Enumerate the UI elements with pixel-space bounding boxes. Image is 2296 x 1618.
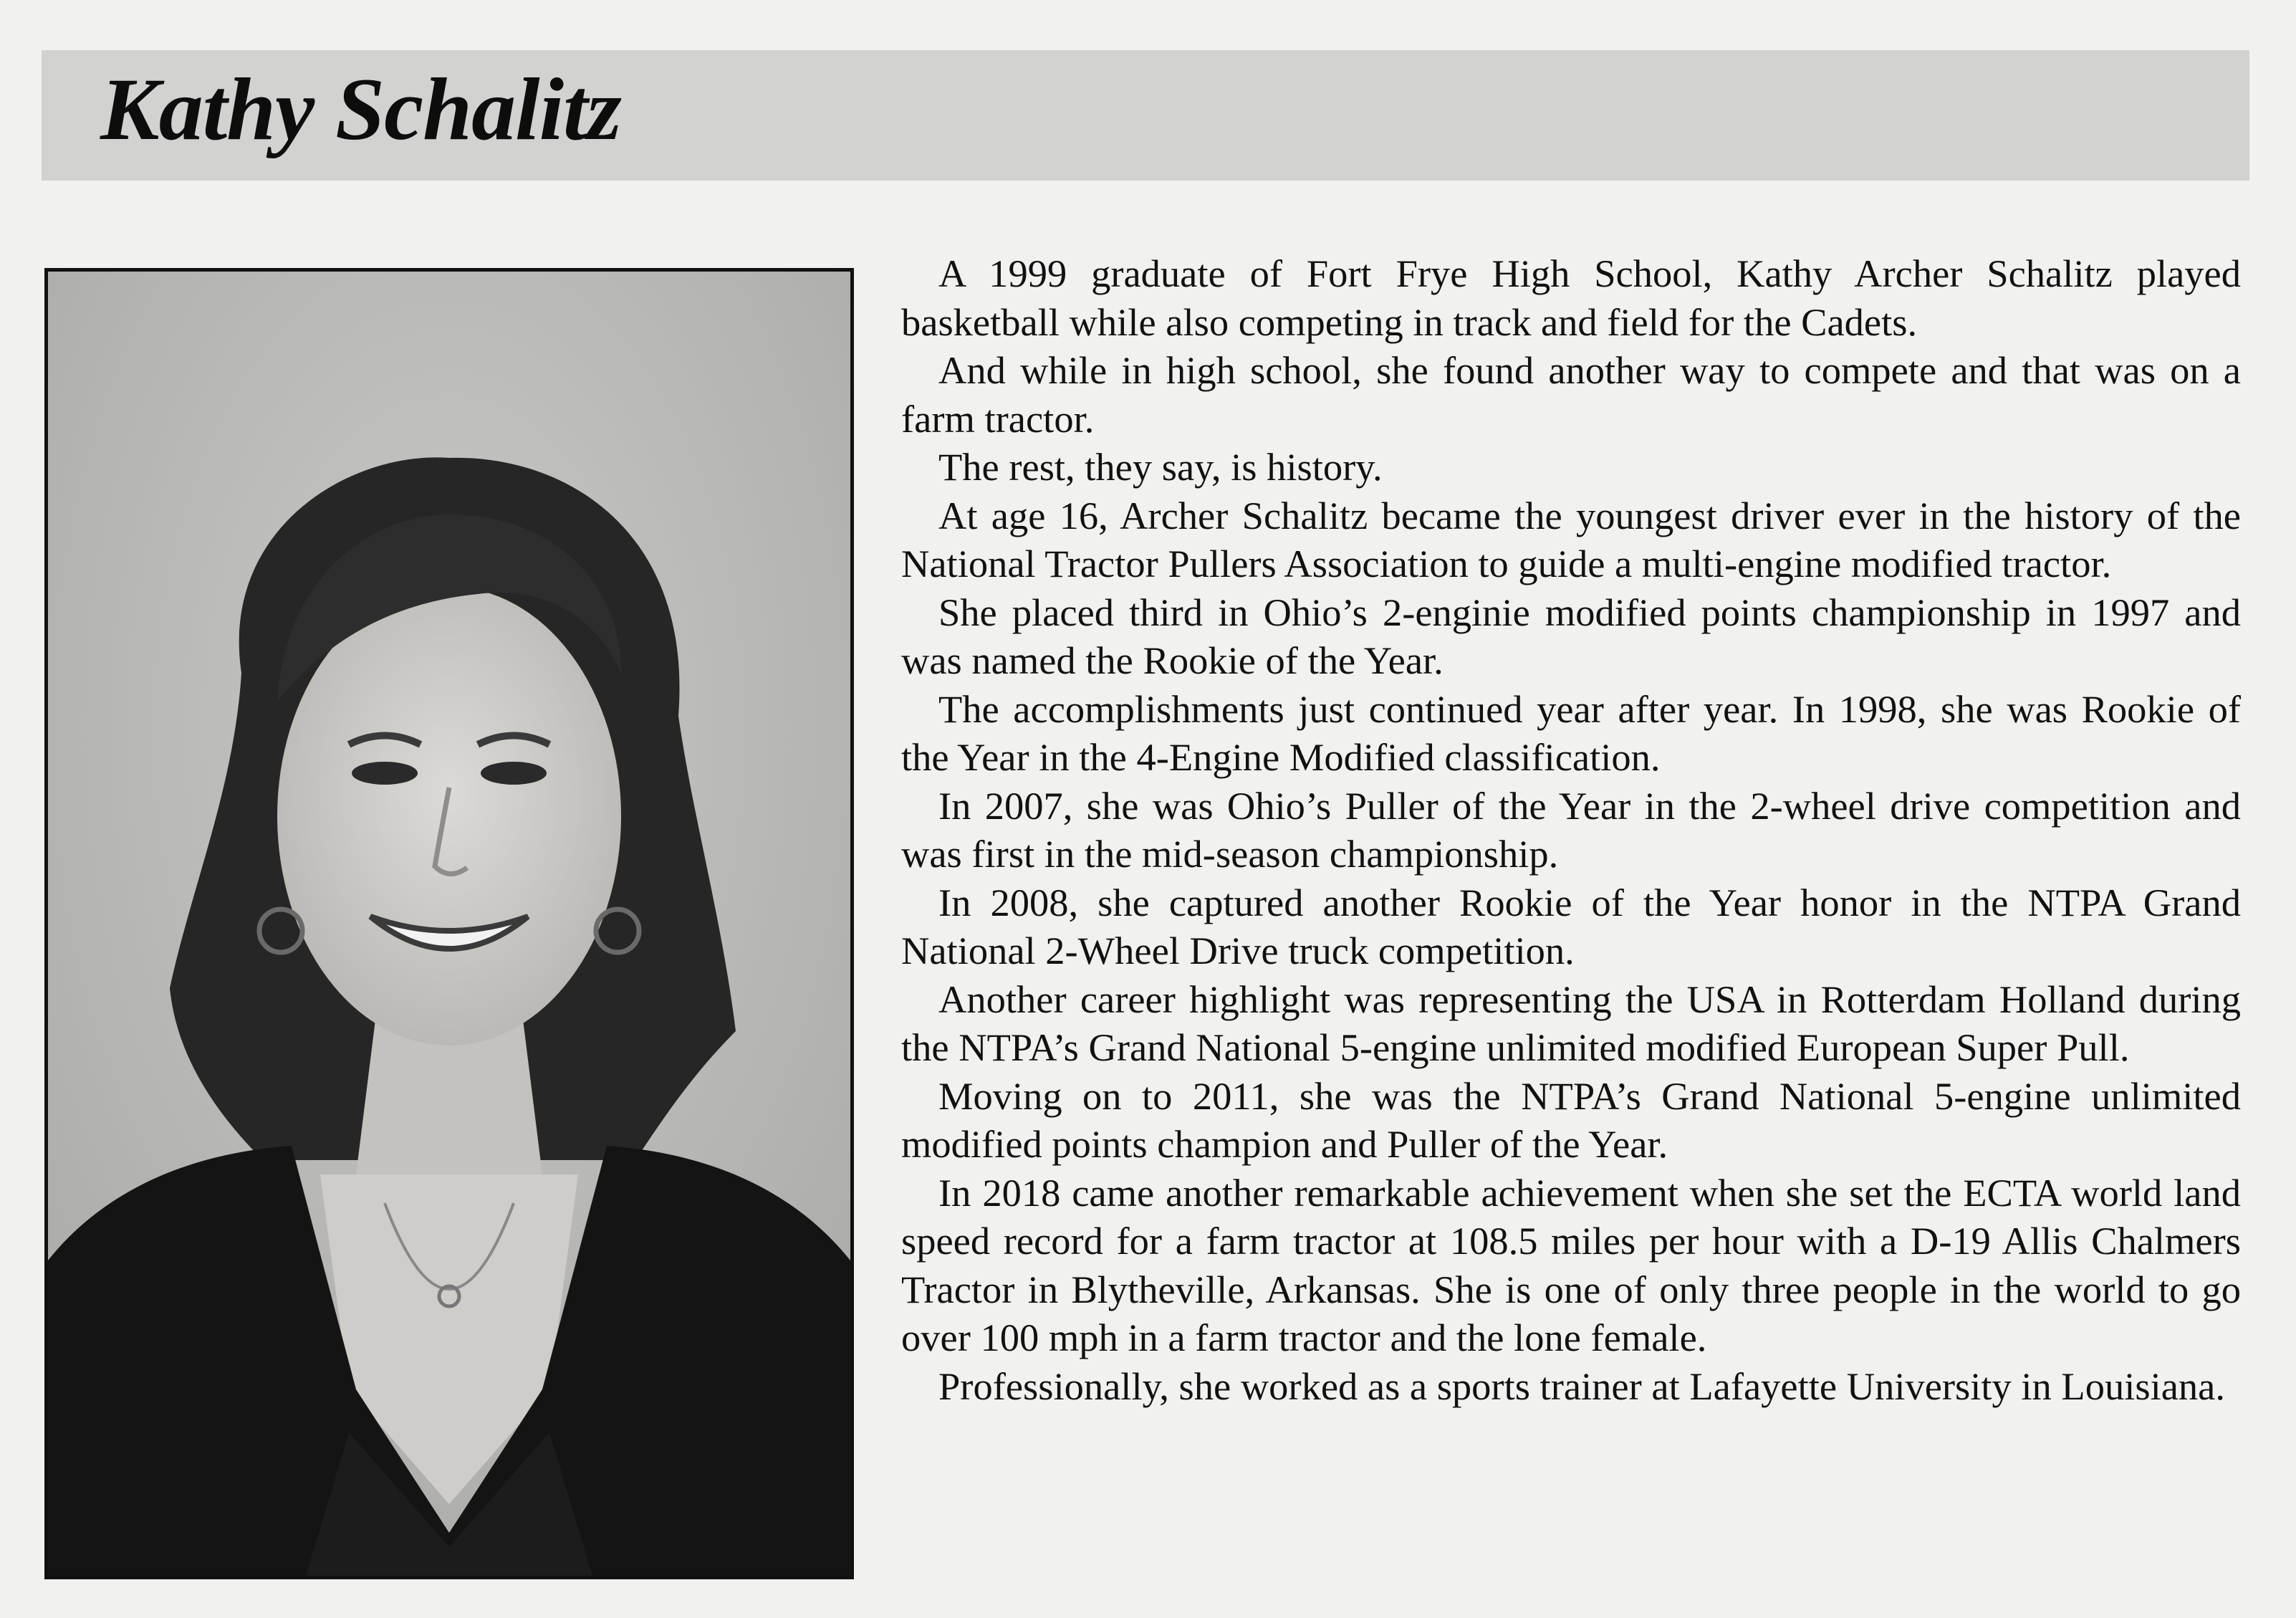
- article-paragraph: Professionally, she worked as a sports trainer at Lafayette University in Louisiana.: [938, 1364, 2225, 1408]
- title-banner: [42, 50, 2249, 181]
- article-paragraph: The accomplishments just continued year after year. In 1998, she was Rookie of the Year in the 4-Engine Modified classification.: [901, 686, 2241, 779]
- article-paragraph: At age 16, Archer Schalitz became the youngest driver ever in the history of the National Tractor Pullers Association to guide a multi-engine modified tractor.: [901, 493, 2241, 585]
- page-title: Kathy Schalitz: [100, 60, 621, 158]
- article-body: [901, 249, 2241, 1410]
- article-paragraph: In 2007, she was Ohio’s Puller of the Year in the 2-wheel drive competition and was first in the mid-season championship.: [901, 783, 2241, 876]
- portrait-photo: [44, 268, 854, 1579]
- article-paragraph: And while in high school, she found another way to compete and that was on a farm tractor.: [901, 348, 2241, 441]
- article-paragraph: In 2018 came another remarkable achievement when she set the ECTA world land speed record for a farm tractor at 108.5 miles per hour with a D-19 Allis Chalmers Tractor in Blytheville, Arkansas. She is one of only three people in the world to go over 100 mph in a farm tractor and the lone female.: [901, 1170, 2241, 1359]
- article-paragraph: A 1999 graduate of Fort Frye High School, Kathy Archer Schalitz played basketball while also competing in track and field for the Cadets.: [901, 252, 2241, 344]
- article-paragraph: The rest, they say, is history.: [938, 445, 1383, 489]
- portrait-photo-icon: [48, 272, 850, 1576]
- article-paragraph: She placed third in Ohio’s 2-enginie modified points championship in 1997 and was named the Rookie of the Year.: [901, 590, 2241, 682]
- article-paragraph: In 2008, she captured another Rookie of the Year honor in the NTPA Grand National 2-Wheel Drive truck competition.: [901, 880, 2241, 972]
- article-paragraph: Another career highlight was representing the USA in Rotterdam Holland during the NTPA’s Grand National 5-engine unlimited modified European Super Pull.: [901, 977, 2241, 1069]
- article-paragraph: Moving on to 2011, she was the NTPA’s Grand National 5-engine unlimited modified points champion and Puller of the Year.: [901, 1073, 2241, 1166]
